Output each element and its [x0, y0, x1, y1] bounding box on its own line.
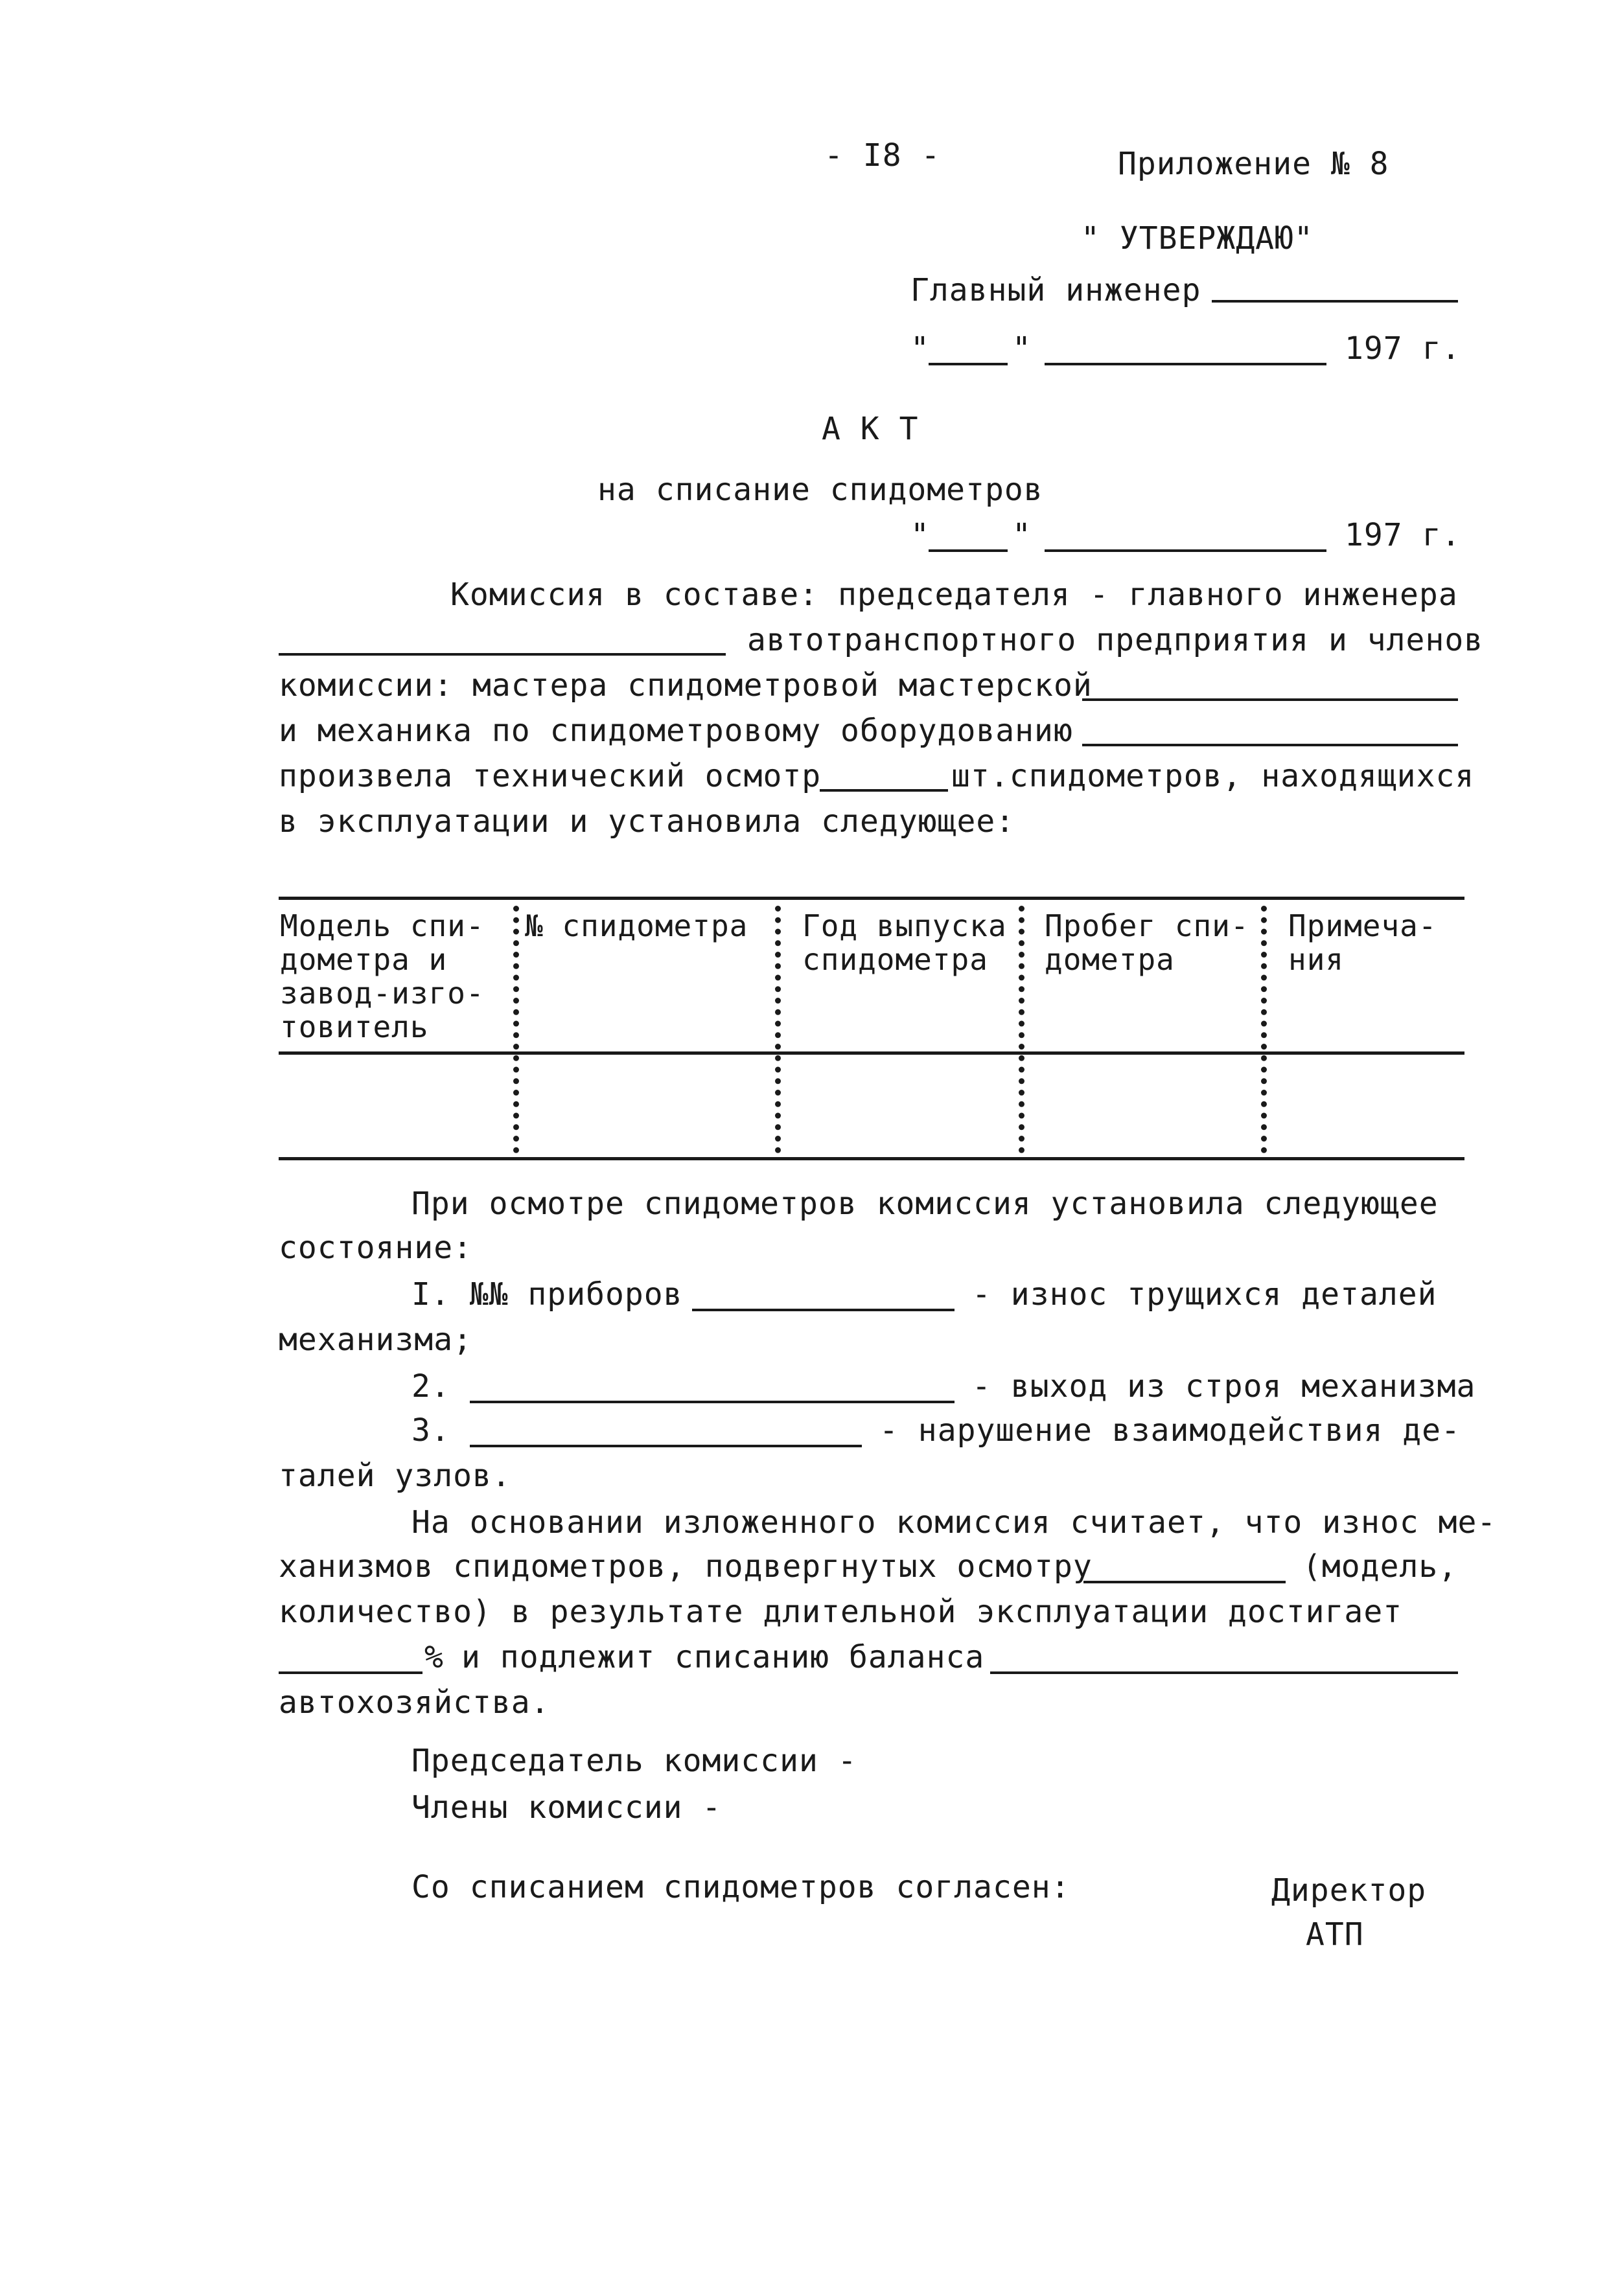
findings-item-2-line — [470, 1401, 955, 1403]
table-header-mileage: Пробег спи- дометра — [1045, 908, 1249, 977]
approval-quote-open: " — [910, 330, 930, 367]
findings-item-1: I. №№ приборов — [411, 1276, 683, 1313]
act-month-line — [1045, 549, 1326, 552]
findings-item-3-text: - нарушение взаимодействия де- — [879, 1412, 1461, 1449]
act-title: А К Т — [822, 411, 919, 447]
act-quote-open: " — [910, 517, 930, 553]
act-day-line — [929, 549, 1008, 552]
table-top-rule — [279, 897, 1464, 900]
conclusion-model-line — [1083, 1581, 1286, 1583]
commission-line-2: автотранспортного предприятия и членов — [747, 622, 1484, 658]
commission-line-5b: шт.спидометров, находящихся — [951, 758, 1475, 794]
table-header-notes: Примеча- ния — [1288, 908, 1437, 977]
approval-day-line — [929, 363, 1008, 365]
findings-intro-2: состояние: — [279, 1230, 472, 1266]
act-subtitle: на списание спидометров — [597, 472, 1043, 508]
commission-name-line-1 — [279, 653, 726, 656]
approval-year: 197 г. — [1345, 330, 1461, 367]
conclusion-balance-line — [990, 1671, 1458, 1674]
signature-agreed: Со списанием спидометров согласен: — [411, 1869, 1070, 1905]
director-title: Директор — [1271, 1872, 1427, 1909]
table-header-model: Модель спи- дометра и завод-изго- товитель — [280, 908, 485, 1044]
table-col-divider — [775, 906, 781, 1153]
findings-item-3: 3. — [411, 1412, 450, 1449]
appendix-label: Приложение № 8 — [1118, 146, 1389, 182]
table-header-rule — [279, 1051, 1464, 1055]
conclusion-line-3: количество) в результате длительной эксплуатации достигает — [279, 1594, 1403, 1630]
table-col-divider — [1261, 906, 1267, 1153]
commission-name-line-3 — [1082, 744, 1458, 746]
table-bottom-rule — [279, 1157, 1464, 1160]
conclusion-line-5: автохозяйства. — [279, 1684, 550, 1721]
director-org: АТП — [1306, 1916, 1364, 1953]
conclusion-line-1: На основании изложенного комиссия считает, что износ ме- — [411, 1504, 1497, 1541]
commission-line-4: и механика по спидометровому оборудованию — [279, 713, 1073, 749]
approval-quote-close: " — [1012, 330, 1032, 367]
findings-item-1-text: - износ трущихся деталей — [972, 1276, 1437, 1313]
approval-position: Главный инженер — [910, 272, 1201, 308]
commission-count-line — [820, 789, 948, 792]
approval-title: " УТВЕРЖДАЮ" — [1081, 220, 1313, 257]
table-col-divider — [513, 906, 519, 1153]
approval-signature-line — [1212, 300, 1458, 303]
conclusion-line-4b: и подлежит списанию баланса — [461, 1639, 985, 1675]
table-header-year: Год выпуска спидометра — [802, 908, 1007, 977]
signature-chairman: Председатель комиссии - — [411, 1743, 857, 1779]
commission-line-3: комиссии: мастера спидометровой мастерской — [279, 667, 1093, 704]
findings-item-3-cont: талей узлов. — [279, 1458, 511, 1494]
findings-item-1-line — [692, 1309, 955, 1311]
commission-name-line-2 — [1082, 698, 1458, 701]
findings-item-2: 2. — [411, 1368, 450, 1405]
findings-intro-1: При осмотре спидометров комиссия установила следующее — [411, 1186, 1439, 1222]
commission-line-1: Комиссия в составе: председателя - главного инженера — [450, 577, 1458, 613]
commission-line-6: в эксплуатации и установила следующее: — [279, 803, 1015, 840]
conclusion-line-2b: (модель, — [1302, 1548, 1458, 1585]
conclusion-percent-line — [279, 1671, 422, 1674]
conclusion-line-2a: ханизмов спидометров, подвергнутых осмотру — [279, 1548, 1093, 1585]
commission-line-5a: произвела технический осмотр — [279, 758, 822, 794]
findings-item-2-text: - выход из строя механизма — [972, 1368, 1476, 1405]
findings-item-1-cont: механизма; — [279, 1322, 472, 1358]
signature-members: Члены комиссии - — [411, 1789, 722, 1826]
act-quote-close: " — [1012, 517, 1032, 553]
act-year: 197 г. — [1345, 517, 1461, 553]
approval-month-line — [1045, 363, 1326, 365]
table-header-number: № спидометра — [525, 908, 748, 943]
table-col-divider — [1019, 906, 1024, 1153]
page-number: - I8 - — [824, 137, 941, 174]
findings-item-3-line — [470, 1445, 862, 1447]
conclusion-percent: % — [424, 1639, 444, 1675]
